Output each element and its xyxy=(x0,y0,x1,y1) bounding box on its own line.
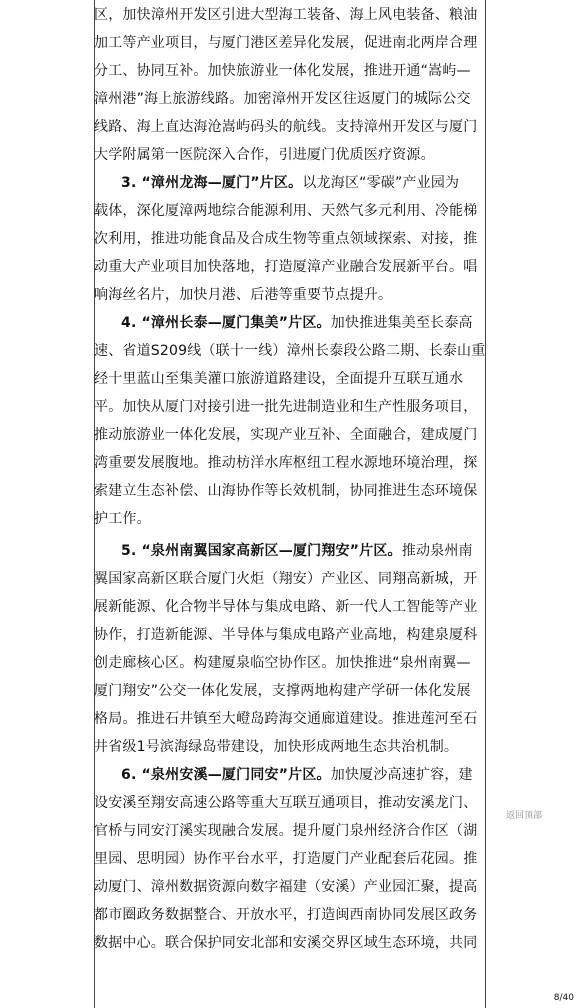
paragraph-line xyxy=(94,569,477,589)
paragraph-text: 都市圈政务数据整合、开放水平，打造闽西南协同发展区政务 xyxy=(94,907,478,923)
paragraph-line xyxy=(94,509,151,529)
paragraph-line xyxy=(94,681,471,701)
paragraph-line xyxy=(94,625,477,645)
paragraph-text: 官桥与同安汀溪实现融合发展。提升厦门泉州经济合作区（湖 xyxy=(94,823,478,839)
paragraph-text: 厦门翔安”公交一体化发展，支撑两地构建产学研一体化发展 xyxy=(94,683,471,699)
paragraph-text: 以龙海区“零碳”产业园为 xyxy=(302,175,460,191)
paragraph-text: 速、省道S209线（联十一线）漳州长泰段公路二期、长泰山重 xyxy=(94,343,486,359)
paragraph-text: 护工作。 xyxy=(94,511,151,527)
section-heading-text: 3. “漳州龙海—厦门”片区。 xyxy=(121,175,303,191)
paragraph-line xyxy=(94,933,477,953)
paragraph-line xyxy=(94,737,458,757)
paragraph-text: 加工等产业项目，与厦门港区差异化发展，促进南北两岸合理 xyxy=(94,35,478,51)
paragraph-line xyxy=(94,145,435,165)
paragraph-text: 里园、思明园）协作平台水平，打造厦门产业配套后花园。推 xyxy=(94,851,478,867)
paragraph-line xyxy=(94,33,477,53)
paragraph-text: 加快推进集美至长泰高 xyxy=(330,315,473,331)
paragraph-line xyxy=(94,89,471,109)
paragraph-text: 展新能源、化合物半导体与集成电路、新一代人工智能等产业 xyxy=(94,599,478,615)
paragraph-line xyxy=(94,425,477,445)
paragraph-text: 经十里蓝山至集美灌口旅游道路建设，全面提升互联互通水 xyxy=(94,371,464,387)
section-heading-line xyxy=(121,765,473,785)
paragraph-line xyxy=(94,877,477,897)
paragraph-text: 索建立生态补偿、山海协作等长效机制，协同推进生态环境保 xyxy=(94,483,478,499)
paragraph-line xyxy=(94,597,477,617)
paragraph-text: 湾重要发展腹地。推动枋洋水库枢纽工程水源地环境治理，探 xyxy=(94,455,478,471)
paragraph-line xyxy=(94,117,477,137)
paragraph-text: 创走廊核心区。构建厦泉临空协作区。加快推进“泉州南翼— xyxy=(94,655,471,671)
paragraph-line xyxy=(94,229,477,249)
section-heading-line xyxy=(121,313,473,333)
paragraph-text: 载体，深化厦漳两地综合能源利用、天然气多元利用、冷能梯 xyxy=(94,203,478,219)
section-heading-text: 6. “泉州安溪—厦门同安”片区。 xyxy=(121,767,331,783)
paragraph-line xyxy=(94,201,477,221)
paragraph-text: 推动旅游业一体化发展，实现产业互补、全面融合，建成厦门 xyxy=(94,427,478,443)
paragraph-line xyxy=(94,257,477,277)
section-heading-line xyxy=(121,173,459,193)
paragraph-text: 漳州港”海上旅游线路。加密漳州开发区往返厦门的城际公交 xyxy=(94,91,471,107)
section-heading-text: 5. “泉州南翼国家高新区—厦门翔安”片区。 xyxy=(121,543,402,559)
paragraph-text: 井省级1号滨海绿岛带建设，加快形成两地生态共治机制。 xyxy=(94,739,459,755)
paragraph-line xyxy=(94,61,471,81)
paragraph-text: 加快厦沙高速扩容，建 xyxy=(330,767,473,783)
paragraph-text: 分工、协同互补。加快旅游业一体化发展，推进开通“嵩屿— xyxy=(94,63,471,79)
paragraph-line xyxy=(94,285,392,305)
page-indicator: 8/40 xyxy=(553,993,574,1003)
paragraph-line xyxy=(94,849,477,869)
paragraph-text: 大学附属第一医院深入合作，引进厦门优质医疗资源。 xyxy=(94,147,435,163)
paragraph-text: 线路、海上直达海沧嵩屿码头的航线。支持漳州开发区与厦门 xyxy=(94,119,478,135)
paragraph-text: 响海丝名片，加快月港、后港等重要节点提升。 xyxy=(94,287,393,303)
paragraph-text: 动厦门、漳州数据资源向数字福建（安溪）产业园汇聚，提高 xyxy=(94,879,478,895)
paragraph-text: 协作，打造新能源、半导体与集成电路产业高地，构建泉厦科 xyxy=(94,627,478,643)
paragraph-line xyxy=(94,453,477,473)
paragraph-line xyxy=(94,793,477,813)
paragraph-line xyxy=(94,369,463,389)
paragraph-line xyxy=(94,821,477,841)
paragraph-text: 设安溪至翔安高速公路等重大互联互通项目，推动安溪龙门、 xyxy=(94,795,478,811)
paragraph-line xyxy=(94,653,471,673)
paragraph-line xyxy=(94,905,477,925)
paragraph-line xyxy=(94,341,485,361)
paragraph-text: 平。加快从厦门对接引进一批先进制造业和生产性服务项目， xyxy=(94,399,478,415)
paragraph-line xyxy=(94,709,477,729)
back-to-top-link[interactable]: 返回顶部 xyxy=(506,811,543,821)
section-heading-line xyxy=(121,541,473,561)
paragraph-text: 数据中心。联合保护同安北部和安溪交界区域生态环境，共同 xyxy=(94,935,478,951)
paragraph-line xyxy=(94,5,477,25)
paragraph-text: 推动泉州南 xyxy=(401,543,473,559)
paragraph-line xyxy=(94,397,477,417)
paragraph-text: 区，加快漳州开发区引进大型海工装备、海上风电装备、粮油 xyxy=(94,7,478,23)
paragraph-text: 次利用，推进功能食品及合成生物等重点领域探索、对接，推 xyxy=(94,231,478,247)
paragraph-text: 格局。推进石井镇至大嶝岛跨海交通廊道建设。推进莲河至石 xyxy=(94,711,478,727)
paragraph-text: 动重大产业项目加快落地，打造厦漳产业融合发展新平台。唱 xyxy=(94,259,478,275)
paragraph-text: 翼国家高新区联合厦门火炬（翔安）产业区、同翔高新城，开 xyxy=(94,571,478,587)
section-heading-text: 4. “漳州长泰—厦门集美”片区。 xyxy=(121,315,331,331)
paragraph-line xyxy=(94,481,477,501)
